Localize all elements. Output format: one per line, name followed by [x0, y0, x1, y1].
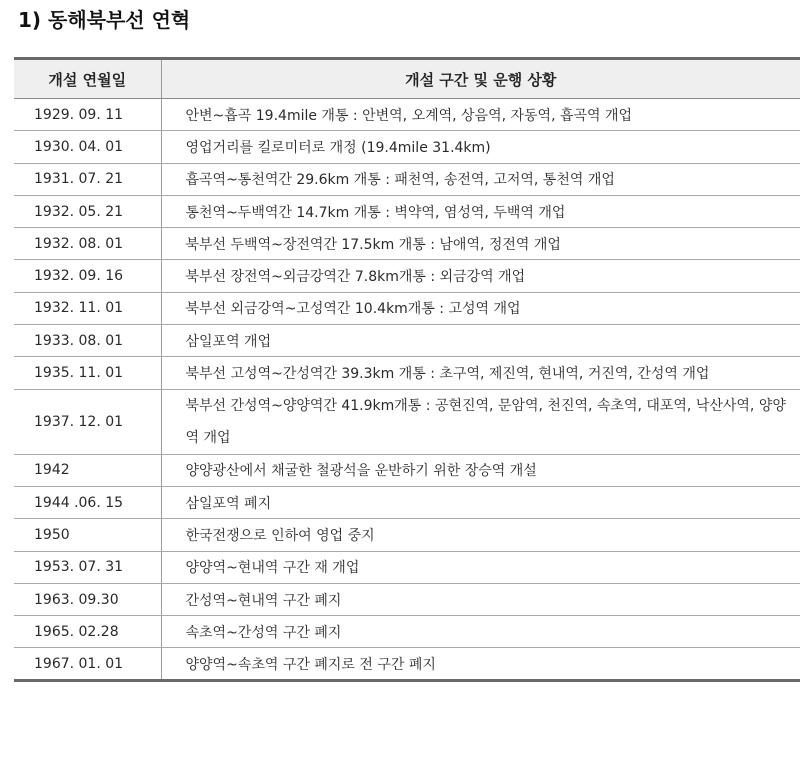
table-row — [14, 648, 800, 680]
row-date: 1932. 08. 01 — [14, 228, 161, 260]
header-row — [14, 59, 800, 99]
table-row — [14, 163, 800, 195]
row-date: 1965. 02.28 — [14, 616, 161, 648]
row-date: 1944 .06. 15 — [14, 486, 161, 518]
table-row — [14, 195, 800, 227]
table-row — [14, 583, 800, 615]
row-description: 북부선 두백역~장전역간 17.5km 개통 : 남애역, 정전역 개업 — [161, 228, 800, 260]
table-row — [14, 389, 800, 454]
table-row — [14, 551, 800, 583]
row-date: 1930. 04. 01 — [14, 131, 161, 163]
row-description: 북부선 고성역~간성역간 39.3km 개통 : 초구역, 제진역, 현내역, 거진역, 간성역 개업 — [161, 357, 800, 389]
row-description: 북부선 장전역~외금강역간 7.8km개통 : 외금강역 개업 — [161, 260, 800, 292]
row-date: 1931. 07. 21 — [14, 163, 161, 195]
row-date: 1932. 11. 01 — [14, 292, 161, 324]
header-description: 개설 구간 및 운행 상황 — [161, 59, 800, 99]
row-date: 1932. 05. 21 — [14, 195, 161, 227]
row-description: 삼일포역 폐지 — [161, 486, 800, 518]
table-row — [14, 131, 800, 163]
table-row — [14, 616, 800, 648]
page-title: 1) 동해북부선 연혁 — [18, 8, 191, 32]
row-description: 양양역~속초역 구간 폐지로 전 구간 폐지 — [161, 648, 800, 680]
table-row — [14, 292, 800, 324]
row-description: 양양광산에서 채굴한 철광석을 운반하기 위한 장승역 개설 — [161, 454, 800, 486]
table-header — [14, 59, 800, 99]
row-date: 1933. 08. 01 — [14, 325, 161, 357]
row-description: 북부선 간성역~양양역간 41.9km개통 : 공현진역, 문암역, 천진역, 속초역, 대포역, 낙산사역, 양양역 개업 — [161, 389, 800, 454]
row-description: 한국전쟁으로 인하여 영업 중지 — [161, 519, 800, 551]
row-date: 1937. 12. 01 — [14, 389, 161, 454]
row-description: 영업거리를 킬로미터로 개정 (19.4mile 31.4km) — [161, 131, 800, 163]
row-date: 1929. 09. 11 — [14, 99, 161, 131]
row-date: 1963. 09.30 — [14, 583, 161, 615]
row-description: 간성역~현내역 구간 폐지 — [161, 583, 800, 615]
row-date: 1935. 11. 01 — [14, 357, 161, 389]
row-description: 흡곡역~통천역간 29.6km 개통 : 패천역, 송전역, 고저역, 통천역 개업 — [161, 163, 800, 195]
table-row — [14, 519, 800, 551]
table-row — [14, 454, 800, 486]
row-date: 1967. 01. 01 — [14, 648, 161, 680]
table-row — [14, 357, 800, 389]
table-row — [14, 228, 800, 260]
row-description: 통천역~두백역간 14.7km 개통 : 벽약역, 염성역, 두백역 개업 — [161, 195, 800, 227]
row-date: 1942 — [14, 454, 161, 486]
table-row — [14, 99, 800, 131]
header-date: 개설 연월일 — [14, 59, 161, 99]
table-body — [14, 99, 800, 681]
row-date: 1932. 09. 16 — [14, 260, 161, 292]
table-row — [14, 325, 800, 357]
row-description: 속초역~간성역 구간 폐지 — [161, 616, 800, 648]
table-row — [14, 486, 800, 518]
row-description: 양양역~현내역 구간 재 개업 — [161, 551, 800, 583]
row-description: 북부선 외금강역~고성역간 10.4km개통 : 고성역 개업 — [161, 292, 800, 324]
row-date: 1953. 07. 31 — [14, 551, 161, 583]
row-description: 안변~흡곡 19.4mile 개통 : 안변역, 오계역, 상음역, 자동역, 흡곡역 개업 — [161, 99, 800, 131]
history-table — [14, 57, 800, 682]
table-row — [14, 260, 800, 292]
row-date: 1950 — [14, 519, 161, 551]
row-description: 삼일포역 개업 — [161, 325, 800, 357]
